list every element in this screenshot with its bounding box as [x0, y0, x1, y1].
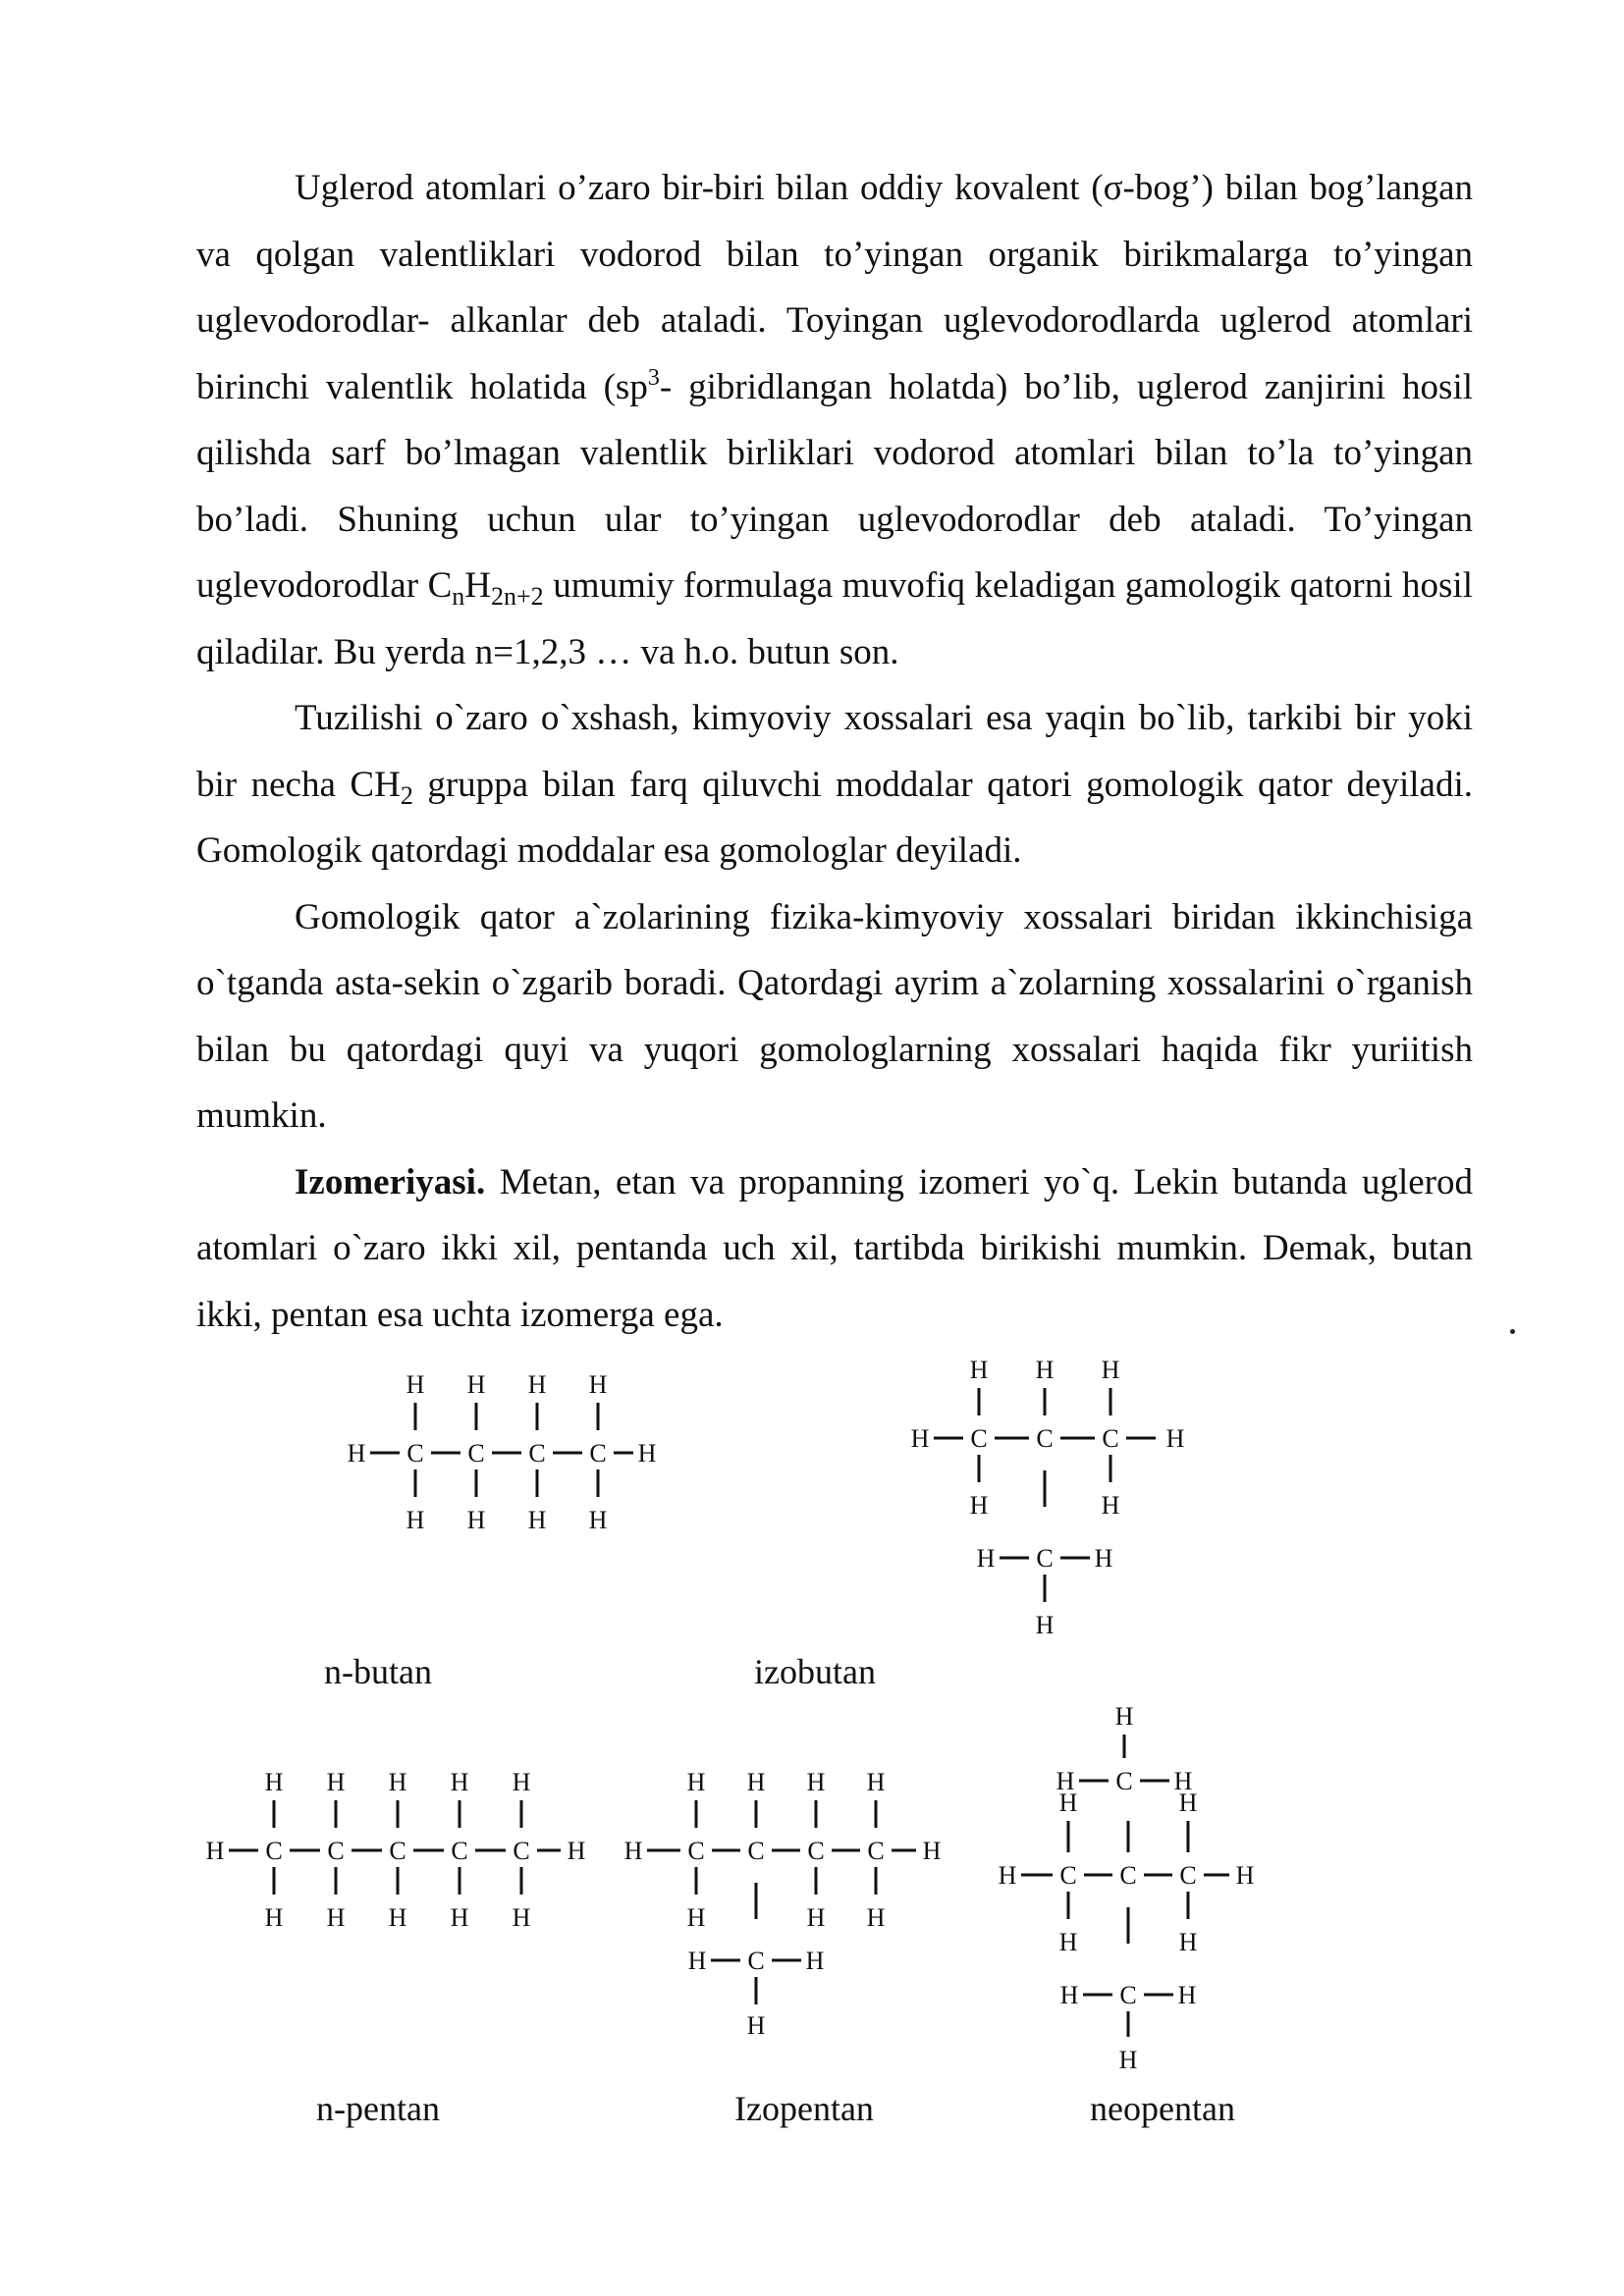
atom-hydrogen: H	[588, 1370, 608, 1399]
atom-carbon: C	[747, 1837, 765, 1865]
atom-carbon: C	[327, 1837, 345, 1865]
text-segment: H	[464, 565, 491, 606]
atom-hydrogen: H	[866, 1768, 886, 1796]
atom-hydrogen: H	[806, 1768, 826, 1796]
structure-neopentan	[982, 1693, 1306, 2086]
atom-hydrogen: H	[527, 1370, 547, 1399]
structure-n-butan	[339, 1360, 712, 1556]
atom-hydrogen: H	[1058, 1789, 1078, 1817]
atom-carbon: C	[1119, 1981, 1137, 2009]
structure-n-pentan	[196, 1757, 609, 1944]
atom-hydrogen: H	[1178, 1789, 1198, 1817]
atom-hydrogen: H	[1235, 1861, 1255, 1890]
atom-hydrogen: H	[205, 1837, 225, 1865]
atom-hydrogen: H	[969, 1356, 989, 1384]
atom-carbon: C	[807, 1837, 825, 1865]
atom-hydrogen: H	[466, 1506, 486, 1534]
atom-hydrogen: H	[623, 1837, 643, 1865]
text-segment: Metan, etan va propanning izomeri yo`q. Lekin butanda uglerod atomlari o`zaro ikki xil, pentanda uch xil, tartibda birikishi mumkin. Demak, butan ikki, pentan esa uchta izomerga ega.	[196, 1161, 1473, 1335]
atom-hydrogen: H	[326, 1768, 346, 1796]
atom-carbon: C	[406, 1439, 424, 1468]
paragraph-isomerism	[196, 1149, 1473, 1349]
subscript: 2	[400, 780, 413, 810]
superscript: 3	[647, 364, 660, 391]
atom-hydrogen: H	[406, 1506, 425, 1534]
atom-hydrogen: H	[976, 1544, 996, 1573]
atom-carbon: C	[1102, 1424, 1119, 1453]
atom-hydrogen: H	[910, 1424, 930, 1453]
atom-carbon: C	[747, 1947, 765, 1975]
atom-hydrogen: H	[998, 1861, 1017, 1890]
atom-hydrogen: H	[388, 1768, 407, 1796]
atom-carbon: C	[687, 1837, 705, 1865]
atom-hydrogen: H	[567, 1837, 586, 1865]
atom-carbon: C	[513, 1837, 530, 1865]
paragraph-homolog-properties: Gomologik qator a`zolarining fizika-kimyoviy xossalari biridan ikkinchisiga o`tganda asta-sekin o`zgarib boradi. Qatordagi ayrim a`zolarning xossalarini o`rganish bilan bu qatordagi quyi va yuqori gomologlarning xossalari haqida fikr yuriitish mumkin.	[196, 896, 1473, 1136]
atom-hydrogen: H	[326, 1903, 346, 1932]
paragraph-alkanes-definition	[196, 155, 1473, 685]
atom-hydrogen: H	[450, 1903, 469, 1932]
text-segment: gruppa bilan farq qiluvchi moddalar qatori gomologik qator deyiladi. Gomologik qatordagi moddalar esa gomologlar deyiladi.	[196, 764, 1473, 871]
atom-carbon: C	[1115, 1767, 1133, 1795]
label-n-butan: n-butan	[324, 1652, 432, 1691]
atom-hydrogen: H	[264, 1903, 284, 1932]
subscript: n	[452, 582, 465, 611]
structure-izopentan	[604, 1757, 977, 2042]
atom-hydrogen: H	[1178, 1928, 1198, 1956]
atom-hydrogen: H	[637, 1439, 657, 1468]
label-n-pentan: n-pentan	[316, 2089, 440, 2128]
atom-hydrogen: H	[686, 1768, 706, 1796]
atom-hydrogen: H	[1165, 1424, 1185, 1453]
atom-hydrogen: H	[866, 1903, 886, 1932]
atom-hydrogen: H	[450, 1768, 469, 1796]
structure-izobutan	[898, 1345, 1232, 1649]
atom-carbon: C	[528, 1439, 546, 1468]
atom-carbon: C	[1059, 1861, 1077, 1890]
atom-hydrogen: H	[922, 1837, 942, 1865]
atom-carbon: C	[1036, 1424, 1054, 1453]
atom-hydrogen: H	[1177, 1981, 1197, 2009]
text-segment: Tuzilishi o`zaro o`xshash, kimyoviy xossalari esa yaqin bo`lib, tarkibi bir yoki bir necha CH	[196, 698, 1473, 805]
atom-hydrogen: H	[1101, 1491, 1120, 1520]
atom-hydrogen: H	[1094, 1544, 1113, 1573]
atom-hydrogen: H	[347, 1439, 366, 1468]
atom-carbon: C	[867, 1837, 885, 1865]
body-text	[196, 155, 1473, 1348]
atom-hydrogen: H	[1058, 1928, 1078, 1956]
atom-carbon: C	[467, 1439, 485, 1468]
atom-hydrogen: H	[588, 1506, 608, 1534]
atom-carbon: C	[1179, 1861, 1197, 1890]
atom-carbon: C	[1036, 1544, 1054, 1573]
atom-carbon: C	[389, 1837, 406, 1865]
atom-hydrogen: H	[264, 1768, 284, 1796]
atom-carbon: C	[265, 1837, 283, 1865]
atom-carbon: C	[970, 1424, 988, 1453]
text-segment: Uglerod atomlari o’zaro bir-biri bilan oddiy kovalent (σ-bog’) bilan bog’langan va qolgan valentliklari vodorod bilan to’yingan organik birikmalarga to’yingan uglevodorodlar- alkanlar deb ataladi. Toyingan uglevodorodlarda uglerod atomlari birinchi valentlik holatida (sp	[196, 168, 1473, 407]
atom-hydrogen: H	[406, 1370, 425, 1399]
atom-hydrogen: H	[512, 1768, 531, 1796]
atom-hydrogen: H	[805, 1947, 825, 1975]
label-izopentan: Izopentan	[734, 2089, 874, 2128]
text-segment: umumiy formulaga muvofiq keladigan gamologik qatorni hosil qiladilar. Bu yerda n=1,2,3 … va h.o. butun son.	[196, 565, 1473, 672]
atom-hydrogen: H	[512, 1903, 531, 1932]
label-neopentan: neopentan	[1090, 2089, 1235, 2128]
atom-hydrogen: H	[746, 1768, 766, 1796]
atom-hydrogen: H	[1035, 1356, 1055, 1384]
atom-hydrogen: H	[806, 1903, 826, 1932]
atom-hydrogen: H	[969, 1491, 989, 1520]
isomerism-heading: Izomeriyasi.	[295, 1161, 486, 1202]
atom-hydrogen: H	[1056, 1767, 1075, 1795]
atom-hydrogen: H	[1114, 1702, 1134, 1731]
atom-hydrogen: H	[1035, 1611, 1055, 1639]
atom-hydrogen: H	[686, 1903, 706, 1932]
atom-hydrogen: H	[466, 1370, 486, 1399]
stray-dot	[1510, 1329, 1515, 1334]
atom-hydrogen: H	[746, 2011, 766, 2040]
text-segment: - gibridlangan holatda) bo’lib, uglerod zanjirini hosil qilishda sarf bo’lmagan valentlik birliklari vodorod atomlari bilan to’la to’yingan bo’ladi. Shuning uchun ular to’yingan uglevodorodlar deb ataladi. To’yingan uglevodorodlar C	[196, 366, 1474, 606]
atom-hydrogen: H	[1118, 2046, 1138, 2074]
atom-hydrogen: H	[1059, 1981, 1079, 2009]
atom-carbon: C	[589, 1439, 607, 1468]
atom-hydrogen: H	[1173, 1767, 1193, 1795]
atom-carbon: C	[451, 1837, 468, 1865]
atom-hydrogen: H	[687, 1947, 707, 1975]
atom-hydrogen: H	[527, 1506, 547, 1534]
atom-hydrogen: H	[1101, 1356, 1120, 1384]
atom-carbon: C	[1119, 1861, 1137, 1890]
atom-hydrogen: H	[388, 1903, 407, 1932]
label-izobutan: izobutan	[754, 1652, 876, 1691]
paragraph-homologous-series	[196, 685, 1473, 884]
subscript: 2n+2	[491, 582, 544, 611]
